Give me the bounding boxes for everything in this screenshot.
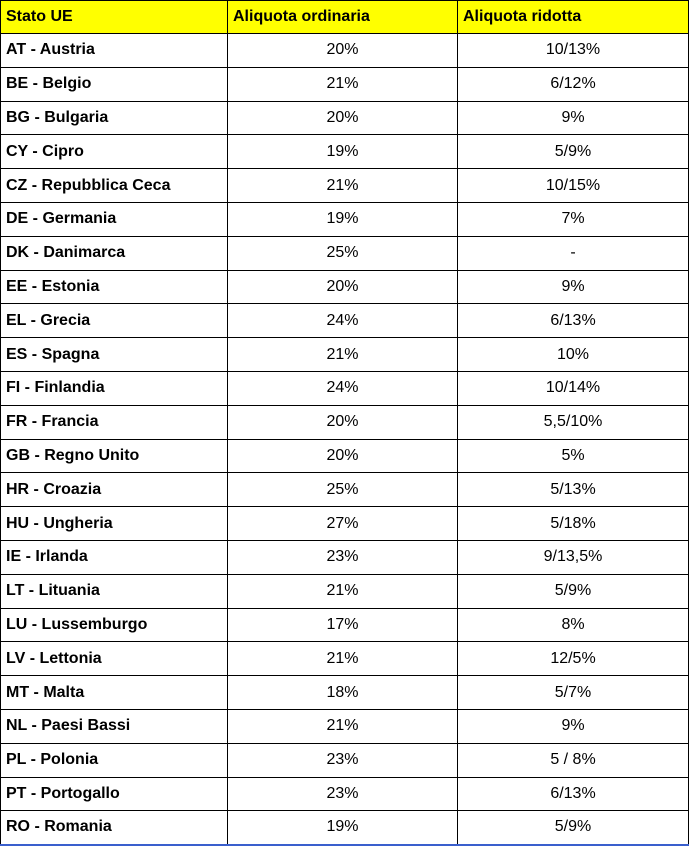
country-cell: DK - Danimarca bbox=[1, 236, 228, 270]
table-row bbox=[1, 338, 689, 372]
standard-rate-cell: 19% bbox=[228, 811, 458, 845]
standard-rate-cell: 27% bbox=[228, 507, 458, 541]
header-row bbox=[1, 1, 689, 34]
reduced-rate-cell: 9/13,5% bbox=[458, 540, 689, 574]
table-row bbox=[1, 676, 689, 710]
country-cell: BG - Bulgaria bbox=[1, 101, 228, 135]
reduced-rate-cell: 5/18% bbox=[458, 507, 689, 541]
standard-rate-cell: 17% bbox=[228, 608, 458, 642]
reduced-rate-cell: 5,5/10% bbox=[458, 405, 689, 439]
standard-rate-cell: 20% bbox=[228, 405, 458, 439]
table-row bbox=[1, 202, 689, 236]
country-cell: LU - Lussemburgo bbox=[1, 608, 228, 642]
table-row bbox=[1, 777, 689, 811]
reduced-rate-cell: 10/15% bbox=[458, 169, 689, 203]
standard-rate-cell: 21% bbox=[228, 709, 458, 743]
standard-rate-cell: 23% bbox=[228, 777, 458, 811]
table-row bbox=[1, 811, 689, 845]
reduced-rate-cell: 9% bbox=[458, 270, 689, 304]
column-header-country: Stato UE bbox=[1, 1, 228, 34]
reduced-rate-cell: 10% bbox=[458, 338, 689, 372]
country-cell: CY - Cipro bbox=[1, 135, 228, 169]
country-cell: GB - Regno Unito bbox=[1, 439, 228, 473]
country-cell: NL - Paesi Bassi bbox=[1, 709, 228, 743]
standard-rate-cell: 25% bbox=[228, 473, 458, 507]
table-body bbox=[1, 34, 689, 845]
standard-rate-cell: 20% bbox=[228, 439, 458, 473]
reduced-rate-cell: 5/9% bbox=[458, 574, 689, 608]
country-cell: MT - Malta bbox=[1, 676, 228, 710]
country-cell: DE - Germania bbox=[1, 202, 228, 236]
table-row bbox=[1, 540, 689, 574]
country-cell: FI - Finlandia bbox=[1, 371, 228, 405]
standard-rate-cell: 23% bbox=[228, 540, 458, 574]
table-row bbox=[1, 439, 689, 473]
reduced-rate-cell: 9% bbox=[458, 101, 689, 135]
reduced-rate-cell: 6/13% bbox=[458, 777, 689, 811]
country-cell: RO - Romania bbox=[1, 811, 228, 845]
table-row bbox=[1, 574, 689, 608]
country-cell: CZ - Repubblica Ceca bbox=[1, 169, 228, 203]
standard-rate-cell: 21% bbox=[228, 574, 458, 608]
table-row bbox=[1, 507, 689, 541]
table-row bbox=[1, 236, 689, 270]
table-row bbox=[1, 67, 689, 101]
country-cell: LV - Lettonia bbox=[1, 642, 228, 676]
table-row bbox=[1, 405, 689, 439]
table-row bbox=[1, 709, 689, 743]
standard-rate-cell: 20% bbox=[228, 101, 458, 135]
column-header-reduced-rate: Aliquota ridotta bbox=[458, 1, 689, 34]
country-cell: AT - Austria bbox=[1, 34, 228, 68]
reduced-rate-cell: 9% bbox=[458, 709, 689, 743]
reduced-rate-cell: 6/13% bbox=[458, 304, 689, 338]
country-cell: PT - Portogallo bbox=[1, 777, 228, 811]
table-row bbox=[1, 743, 689, 777]
reduced-rate-cell: 8% bbox=[458, 608, 689, 642]
table-row bbox=[1, 169, 689, 203]
table-row bbox=[1, 270, 689, 304]
country-cell: LT - Lituania bbox=[1, 574, 228, 608]
country-cell: PL - Polonia bbox=[1, 743, 228, 777]
reduced-rate-cell: 12/5% bbox=[458, 642, 689, 676]
standard-rate-cell: 23% bbox=[228, 743, 458, 777]
reduced-rate-cell: 5/9% bbox=[458, 135, 689, 169]
table-row bbox=[1, 101, 689, 135]
reduced-rate-cell: - bbox=[458, 236, 689, 270]
reduced-rate-cell: 6/12% bbox=[458, 67, 689, 101]
column-header-standard-rate: Aliquota ordinaria bbox=[228, 1, 458, 34]
standard-rate-cell: 19% bbox=[228, 135, 458, 169]
country-cell: HU - Ungheria bbox=[1, 507, 228, 541]
standard-rate-cell: 18% bbox=[228, 676, 458, 710]
table-row bbox=[1, 473, 689, 507]
country-cell: EE - Estonia bbox=[1, 270, 228, 304]
country-cell: HR - Croazia bbox=[1, 473, 228, 507]
table-row bbox=[1, 608, 689, 642]
reduced-rate-cell: 10/13% bbox=[458, 34, 689, 68]
reduced-rate-cell: 5/13% bbox=[458, 473, 689, 507]
country-cell: BE - Belgio bbox=[1, 67, 228, 101]
table-row bbox=[1, 34, 689, 68]
standard-rate-cell: 21% bbox=[228, 169, 458, 203]
reduced-rate-cell: 10/14% bbox=[458, 371, 689, 405]
reduced-rate-cell: 5 / 8% bbox=[458, 743, 689, 777]
standard-rate-cell: 21% bbox=[228, 67, 458, 101]
standard-rate-cell: 19% bbox=[228, 202, 458, 236]
reduced-rate-cell: 7% bbox=[458, 202, 689, 236]
standard-rate-cell: 21% bbox=[228, 338, 458, 372]
country-cell: FR - Francia bbox=[1, 405, 228, 439]
country-cell: IE - Irlanda bbox=[1, 540, 228, 574]
reduced-rate-cell: 5/9% bbox=[458, 811, 689, 845]
standard-rate-cell: 20% bbox=[228, 270, 458, 304]
standard-rate-cell: 24% bbox=[228, 371, 458, 405]
country-cell: EL - Grecia bbox=[1, 304, 228, 338]
reduced-rate-cell: 5% bbox=[458, 439, 689, 473]
standard-rate-cell: 21% bbox=[228, 642, 458, 676]
standard-rate-cell: 20% bbox=[228, 34, 458, 68]
table-row bbox=[1, 135, 689, 169]
reduced-rate-cell: 5/7% bbox=[458, 676, 689, 710]
table-row bbox=[1, 642, 689, 676]
standard-rate-cell: 24% bbox=[228, 304, 458, 338]
country-cell: ES - Spagna bbox=[1, 338, 228, 372]
standard-rate-cell: 25% bbox=[228, 236, 458, 270]
table-row bbox=[1, 371, 689, 405]
table-row bbox=[1, 304, 689, 338]
